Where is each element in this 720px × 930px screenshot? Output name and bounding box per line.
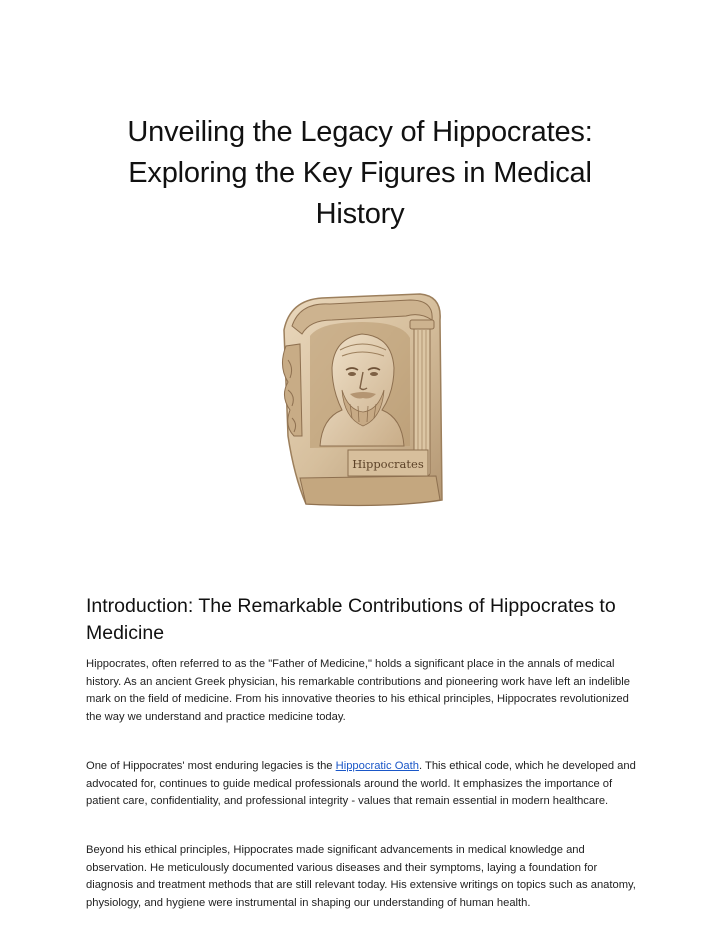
paragraph-2-text-after: . This ethical code, which he developed and advocated for, continues to guide medical professionals around the world. It emphasizes the importance of patient care, confidentiality, and professional integrity - values that remain essential in modern healthcare.	[86, 760, 636, 808]
paragraph-2-text-before: One of Hippocrates' most enduring legacies is the	[86, 760, 336, 772]
image-caption-text: Hippocrates	[352, 457, 424, 471]
document-title	[60, 112, 660, 235]
hippocratic-oath-link[interactable]: Hippocratic Oath	[335, 760, 419, 772]
title-line-2: Exploring the Key Figures in Medical	[128, 157, 592, 189]
hippocrates-relief-image	[270, 286, 450, 512]
paragraph-2	[86, 758, 646, 811]
paragraph-3: Beyond his ethical principles, Hippocrates made significant advancements in medical knowledge and observation. He meticulously documented various diseases and their symptoms, laying a foundation for diagnosis and treatment methods that are still relevant today. His extensive writings on topics such as anatomy, physiology, and hygiene were instrumental in shaping our understanding of human health.	[86, 844, 636, 909]
title-line-3: History	[315, 198, 405, 230]
paragraph-1: Hippocrates, often referred to as the "Father of Medicine," holds a significant place in the annals of medical history. As an ancient Greek physician, his remarkable contributions and pioneering work have left an indelible mark on the field of medicine. From his innovative theories to his ethical principles, Hippocrates revolutionized the way we understand and practice medicine today.	[86, 658, 630, 723]
intro-heading: Introduction: The Remarkable Contributions of Hippocrates to Medicine	[86, 595, 616, 644]
title-line-1: Unveiling the Legacy of Hippocrates:	[127, 116, 593, 148]
